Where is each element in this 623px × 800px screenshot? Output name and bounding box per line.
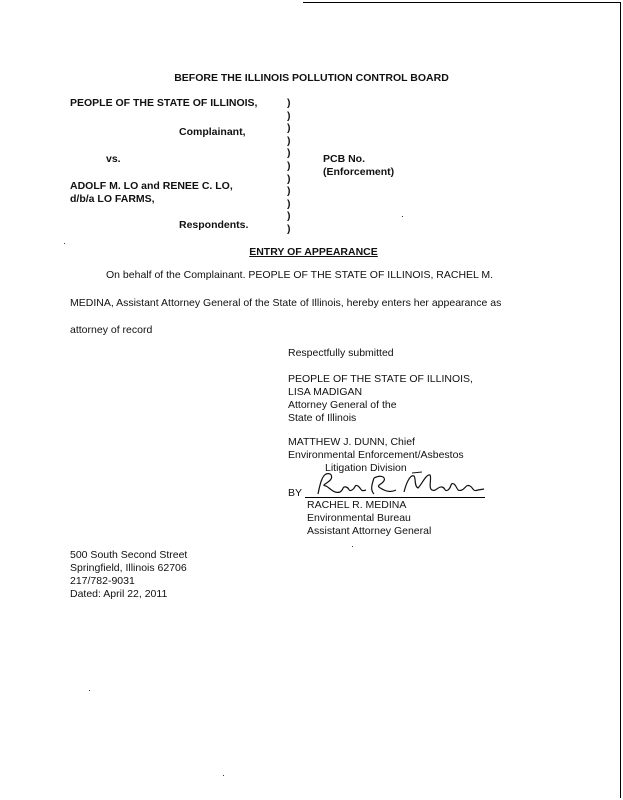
signer-bureau: Environmental Bureau [307,512,411,524]
case-type: (Enforcement) [323,166,395,178]
paren: ) [287,159,291,172]
paren: ) [287,172,291,185]
case-number-label: PCB No. [323,153,365,165]
board-title: BEFORE THE ILLINOIS POLLUTION CONTROL BOARD [174,72,449,84]
date-line: Dated: April 22, 2011 [70,588,168,600]
party-line-2: LISA MADIGAN [288,386,363,398]
paren: ) [287,134,291,147]
scan-speck [64,243,65,244]
paren: ) [287,185,291,198]
paren: ) [287,97,291,109]
scan-speck [89,690,90,691]
body-line-1: On behalf of the Complainant. PEOPLE OF THE STATE OF ILLINOIS, RACHEL M. [106,269,494,281]
paren: ) [287,109,291,122]
party-line-1: PEOPLE OF THE STATE OF ILLINOIS, [288,373,473,385]
signer-name: RACHEL R. MEDINA [307,499,407,511]
signer-title: Assistant Attorney General [307,525,432,537]
scan-speck [402,216,403,217]
plaintiff-role: Complainant, [179,126,246,138]
paren: ) [287,210,291,223]
paren: ) [287,197,291,210]
defendant-dba: d/b/a LO FARMS, [70,193,155,205]
body-line-2: MEDINA, Assistant Attorney General of the State of Illinois, hereby enters her appearance as [70,297,502,309]
chief-line-3: Litigation Division [325,462,407,474]
versus-label: vs. [106,153,121,165]
document-heading: ENTRY OF APPEARANCE [249,246,378,258]
closing: Respectfully submitted [288,347,394,359]
scan-speck [223,775,224,776]
paren: ) [287,222,291,235]
paren: ) [287,147,291,160]
address-street: 500 South Second Street [70,549,188,561]
party-line-4: State of Illinois [288,412,357,424]
scan-speck [352,546,353,547]
by-label: BY [288,487,303,499]
party-line-3: Attorney General of the [288,399,397,411]
address-phone: 217/782-9031 [70,575,135,587]
handwritten-signature [312,470,487,500]
caption-parentheses [287,97,297,236]
body-line-3: attorney of record [70,324,153,336]
page-border-top [303,2,621,3]
signature-line [305,497,485,498]
defendant-name: ADOLF M. LO and RENEE C. LO, [70,180,233,192]
plaintiff-name: PEOPLE OF THE STATE OF ILLINOIS, [70,97,258,109]
paren: ) [287,122,291,135]
defendant-role: Respondents. [179,219,249,231]
address-city: Springfield, Illinois 62706 [70,562,187,574]
page-border-right [620,2,621,798]
chief-line-1: MATTHEW J. DUNN, Chief [288,436,415,448]
chief-line-2: Environmental Enforcement/Asbestos [288,449,464,461]
